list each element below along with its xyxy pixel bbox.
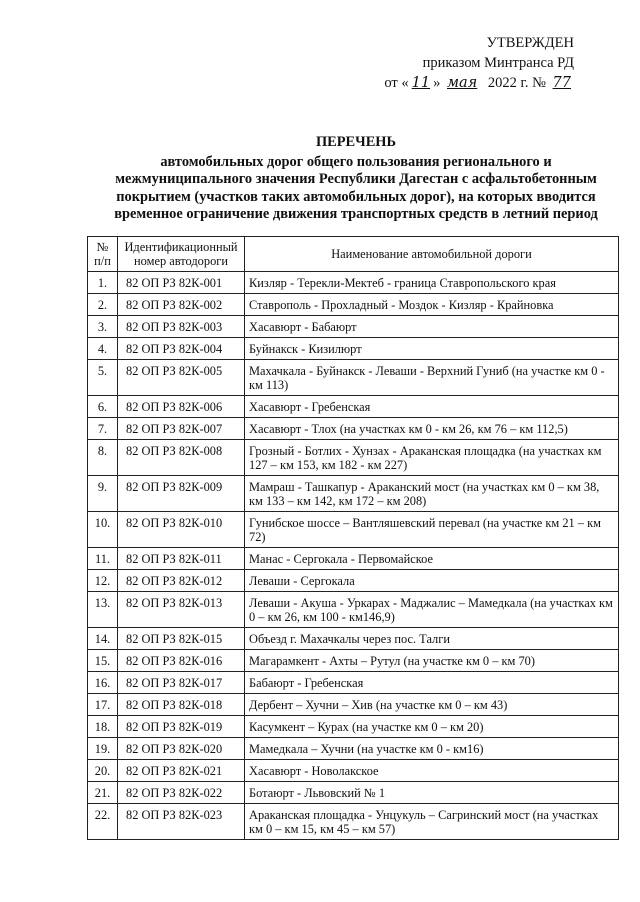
cell-name: Грозный - Ботлих - Хунзах - Араканская площадка (на участках км 127 – км 153, км 182 - км 227) <box>245 440 619 476</box>
table-row <box>88 272 619 294</box>
cell-num: 13. <box>88 592 118 628</box>
cell-num: 15. <box>88 650 118 672</box>
table-row <box>88 592 619 628</box>
cell-name: Араканская площадка - Унцукуль – Сагринский мост (на участках км 0 – км 15, км 45 – км 57) <box>245 804 619 840</box>
table-row <box>88 360 619 396</box>
table-row <box>88 782 619 804</box>
cell-name: Кизляр - Терекли-Мектеб - граница Ставропольского края <box>245 272 619 294</box>
cell-num: 7. <box>88 418 118 440</box>
cell-num: 16. <box>88 672 118 694</box>
cell-name: Хасавюрт - Гребенская <box>245 396 619 418</box>
approval-prefix: от « <box>384 75 409 91</box>
cell-name: Мамедкала – Хучни (на участке км 0 - км16) <box>245 738 619 760</box>
cell-num: 4. <box>88 338 118 360</box>
title-line: автомобильных дорог общего пользования регионального и <box>160 153 552 170</box>
table-row <box>88 476 619 512</box>
table-row <box>88 440 619 476</box>
approval-block <box>384 33 574 93</box>
table-row <box>88 570 619 592</box>
cell-name: Манас - Сергокала - Первомайское <box>245 548 619 570</box>
approval-date-line <box>384 73 574 93</box>
approval-number: 77 <box>552 75 571 91</box>
approval-year: 2022 г. № <box>487 75 546 91</box>
table-row <box>88 650 619 672</box>
cell-code: 82 ОП РЗ 82К-023 <box>118 804 245 840</box>
cell-num: 10. <box>88 512 118 548</box>
approval-order: приказом Минтранса РД <box>422 55 574 71</box>
approval-day: 11 <box>411 75 431 91</box>
cell-name: Хасавюрт - Новолакское <box>245 760 619 782</box>
title-line: временное ограничение движения транспортных средств в летний период <box>114 206 598 223</box>
table-body <box>88 272 619 840</box>
cell-name: Мамраш - Ташкапур - Араканский мост (на участках км 0 – км 38, км 133 – км 142, км 172 – км 208) <box>245 476 619 512</box>
approval-month: мая <box>446 75 478 91</box>
table-row <box>88 418 619 440</box>
cell-code: 82 ОП РЗ 82К-009 <box>118 476 245 512</box>
table-row <box>88 804 619 840</box>
cell-num: 22. <box>88 804 118 840</box>
cell-num: 21. <box>88 782 118 804</box>
table-row <box>88 338 619 360</box>
cell-num: 8. <box>88 440 118 476</box>
cell-name: Хасавюрт - Тлох (на участках км 0 - км 26, км 76 – км 112,5) <box>245 418 619 440</box>
cell-code: 82 ОП РЗ 82К-006 <box>118 396 245 418</box>
table-header-row <box>88 237 619 272</box>
approval-title: УТВЕРЖДЕН <box>486 35 574 51</box>
cell-code: 82 ОП РЗ 82К-018 <box>118 694 245 716</box>
cell-name: Буйнакск - Кизилюрт <box>245 338 619 360</box>
table-row <box>88 396 619 418</box>
table-row <box>88 628 619 650</box>
title-line: покрытием (участков таких автомобильных дорог), на которых вводится <box>116 188 596 205</box>
cell-name: Дербент – Хучни – Хив (на участке км 0 – км 43) <box>245 694 619 716</box>
table-row <box>88 548 619 570</box>
table-row <box>88 694 619 716</box>
cell-code: 82 ОП РЗ 82К-016 <box>118 650 245 672</box>
cell-code: 82 ОП РЗ 82К-008 <box>118 440 245 476</box>
cell-num: 20. <box>88 760 118 782</box>
cell-code: 82 ОП РЗ 82К-005 <box>118 360 245 396</box>
cell-num: 1. <box>88 272 118 294</box>
table-row <box>88 294 619 316</box>
cell-num: 18. <box>88 716 118 738</box>
cell-code: 82 ОП РЗ 82К-013 <box>118 592 245 628</box>
table-row <box>88 738 619 760</box>
table-row <box>88 672 619 694</box>
header-code: Идентификационный номер автодороги <box>118 237 245 272</box>
cell-code: 82 ОП РЗ 82К-021 <box>118 760 245 782</box>
header-num: № п/п <box>88 237 118 272</box>
cell-num: 6. <box>88 396 118 418</box>
cell-num: 9. <box>88 476 118 512</box>
cell-num: 3. <box>88 316 118 338</box>
cell-code: 82 ОП РЗ 82К-011 <box>118 548 245 570</box>
cell-name: Махачкала - Буйнакск - Леваши - Верхний Гуниб (на участке км 0 - км 113) <box>245 360 619 396</box>
cell-name: Хасавюрт - Бабаюрт <box>245 316 619 338</box>
cell-code: 82 ОП РЗ 82К-019 <box>118 716 245 738</box>
cell-num: 2. <box>88 294 118 316</box>
title-heading: ПЕРЕЧЕНЬ <box>315 134 397 150</box>
cell-code: 82 ОП РЗ 82К-002 <box>118 294 245 316</box>
cell-code: 82 ОП РЗ 82К-012 <box>118 570 245 592</box>
cell-num: 5. <box>88 360 118 396</box>
cell-num: 14. <box>88 628 118 650</box>
cell-code: 82 ОП РЗ 82К-001 <box>118 272 245 294</box>
cell-num: 19. <box>88 738 118 760</box>
cell-code: 82 ОП РЗ 82К-015 <box>118 628 245 650</box>
cell-name: Леваши - Сергокала <box>245 570 619 592</box>
cell-code: 82 ОП РЗ 82К-022 <box>118 782 245 804</box>
cell-code: 82 ОП РЗ 82К-003 <box>118 316 245 338</box>
cell-name: Леваши - Акуша - Уркарах - Маджалис – Мамедкала (на участках км 0 – км 26, км 100 - км146,9) <box>245 592 619 628</box>
cell-name: Объезд г. Махачкалы через пос. Талги <box>245 628 619 650</box>
cell-num: 11. <box>88 548 118 570</box>
cell-name: Касумкент – Курах (на участке км 0 – км 20) <box>245 716 619 738</box>
title-line: межмуниципального значения Республики Дагестан с асфальтобетонным <box>115 171 597 188</box>
cell-code: 82 ОП РЗ 82К-020 <box>118 738 245 760</box>
cell-name: Гунибское шоссе – Вантляшевский перевал (на участке км 21 – км 72) <box>245 512 619 548</box>
cell-num: 17. <box>88 694 118 716</box>
roads-table <box>87 236 619 840</box>
document-title <box>70 134 640 224</box>
cell-code: 82 ОП РЗ 82К-007 <box>118 418 245 440</box>
table-row <box>88 512 619 548</box>
header-name: Наименование автомобильной дороги <box>245 237 619 272</box>
approval-mid: » <box>433 75 441 91</box>
table-row <box>88 760 619 782</box>
table-row <box>88 716 619 738</box>
cell-name: Ставрополь - Прохладный - Моздок - Кизляр - Крайновка <box>245 294 619 316</box>
cell-name: Ботаюрт - Львовский № 1 <box>245 782 619 804</box>
cell-name: Бабаюрт - Гребенская <box>245 672 619 694</box>
table-row <box>88 316 619 338</box>
cell-code: 82 ОП РЗ 82К-010 <box>118 512 245 548</box>
cell-num: 12. <box>88 570 118 592</box>
cell-name: Магарамкент - Ахты – Рутул (на участке км 0 – км 70) <box>245 650 619 672</box>
cell-code: 82 ОП РЗ 82К-004 <box>118 338 245 360</box>
cell-code: 82 ОП РЗ 82К-017 <box>118 672 245 694</box>
